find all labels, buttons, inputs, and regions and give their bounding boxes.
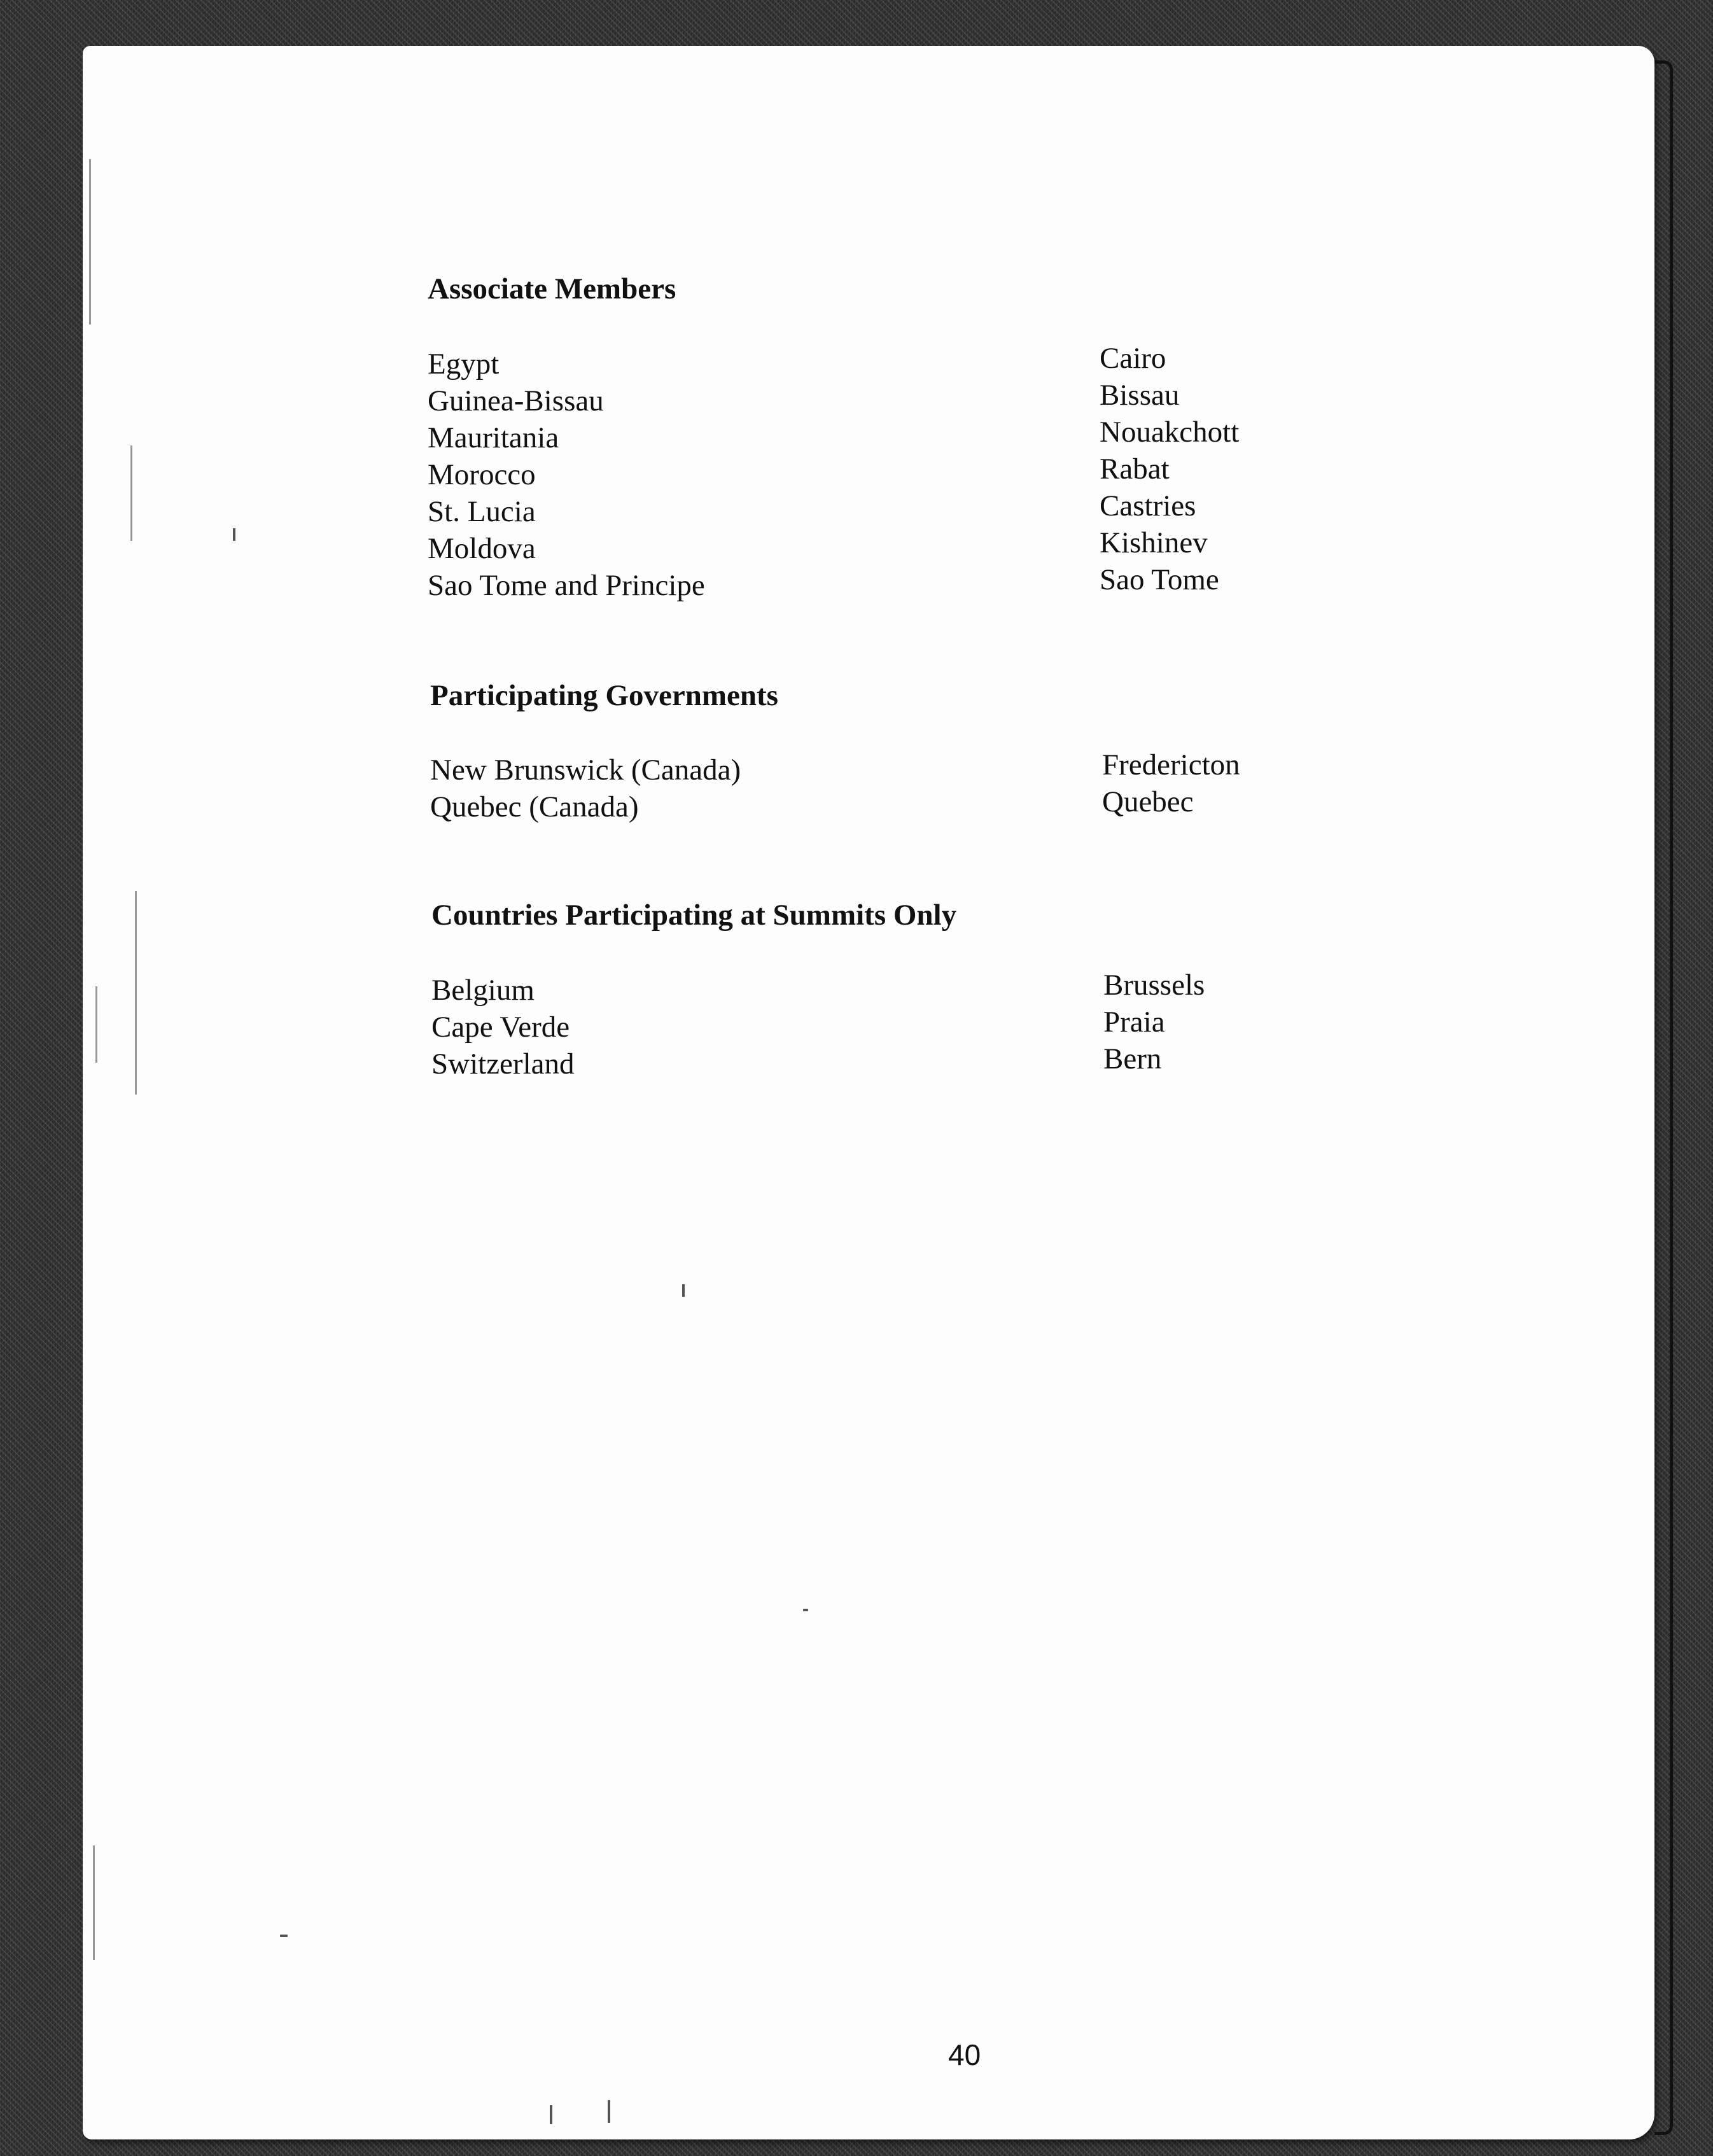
page-edge: [1654, 60, 1673, 2135]
section-heading-participating-governments: Participating Governments: [430, 679, 778, 712]
scan-speck: [682, 1284, 685, 1297]
summits-only-capitals: [1103, 967, 1205, 1077]
scan-speck: [803, 1609, 808, 1611]
binding-mark: [89, 159, 91, 325]
list-item: Cairo: [1100, 342, 1166, 375]
list-item: Bern: [1103, 1042, 1162, 1075]
list-item: New Brunswick (Canada): [430, 753, 741, 787]
scan-speck: [233, 528, 235, 541]
binding-mark: [95, 986, 97, 1063]
list-item: Switzerland: [431, 1047, 575, 1081]
associate-members-capitals: [1100, 340, 1239, 598]
list-item: Mauritania: [428, 421, 559, 454]
scan-speck: [550, 2105, 552, 2124]
binding-mark: [130, 445, 132, 541]
list-item: Brussels: [1103, 969, 1205, 1002]
document-page: [83, 46, 1654, 2139]
list-item: Moldova: [428, 532, 536, 565]
binding-mark: [135, 891, 137, 1095]
scan-speck: [608, 2100, 610, 2123]
list-item: Quebec (Canada): [430, 790, 639, 823]
list-item: Belgium: [431, 974, 535, 1007]
list-item: St. Lucia: [428, 495, 536, 528]
scan-speck: [280, 1935, 288, 1937]
list-item: Quebec: [1102, 785, 1194, 818]
list-item: Morocco: [428, 458, 536, 491]
participating-governments-names: [430, 752, 741, 825]
list-item: Egypt: [428, 347, 500, 381]
list-item: Sao Tome: [1100, 563, 1219, 596]
page-number: 40: [948, 2038, 981, 2071]
binding-mark: [93, 1845, 95, 1960]
list-item: Sao Tome and Principe: [428, 569, 705, 602]
list-item: Castries: [1100, 489, 1196, 522]
summits-only-names: [431, 972, 575, 1082]
list-item: Rabat: [1100, 452, 1170, 486]
list-item: Cape Verde: [431, 1011, 570, 1044]
list-item: Praia: [1103, 1005, 1165, 1039]
participating-governments-capitals: [1102, 746, 1240, 820]
section-heading-summits-only: Countries Participating at Summits Only: [431, 899, 957, 932]
list-item: Kishinev: [1100, 526, 1208, 559]
list-item: Guinea-Bissau: [428, 384, 604, 417]
section-heading-associate-members: Associate Members: [428, 272, 676, 305]
list-item: Nouakchott: [1100, 416, 1240, 449]
list-item: Fredericton: [1102, 748, 1240, 781]
list-item: Bissau: [1100, 379, 1180, 412]
associate-members-names: [428, 346, 705, 604]
